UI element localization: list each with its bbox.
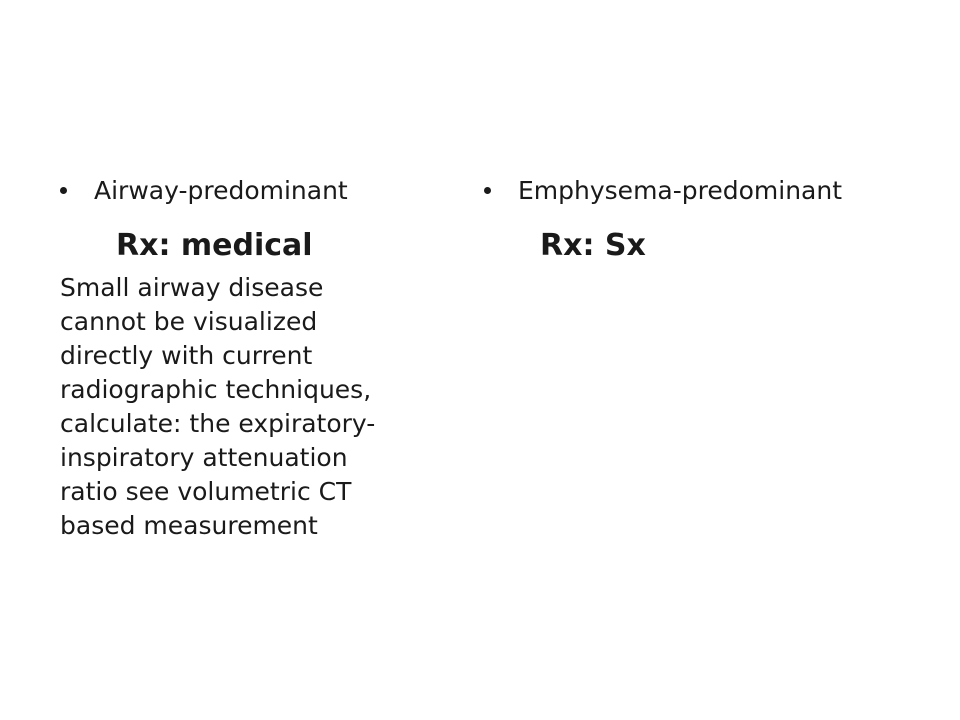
description-line: based measurement [60, 511, 318, 540]
description-line: radiographic techniques, [60, 375, 372, 404]
description-line: ratio see volumetric CT [60, 477, 352, 506]
left-bullet-item [60, 172, 455, 216]
left-bullet-text: Airway-predominant [94, 176, 348, 205]
description-line: Small airway disease [60, 273, 324, 302]
left-column [60, 172, 455, 543]
right-rx-label: Rx: Sx [540, 228, 646, 263]
right-bullet-item [484, 172, 924, 216]
bullet-dot-icon [484, 187, 491, 194]
left-description [60, 271, 455, 543]
description-line: inspiratory attenuation [60, 443, 348, 472]
right-bullet-text: Emphysema-predominant [518, 176, 843, 205]
bullet-dot-icon [60, 187, 67, 194]
description-line: directly with current [60, 341, 313, 370]
left-rx-label: Rx: medical [116, 228, 313, 263]
right-column [484, 172, 924, 266]
description-line: calculate: the expiratory- [60, 409, 376, 438]
description-line: cannot be visualized [60, 307, 318, 336]
